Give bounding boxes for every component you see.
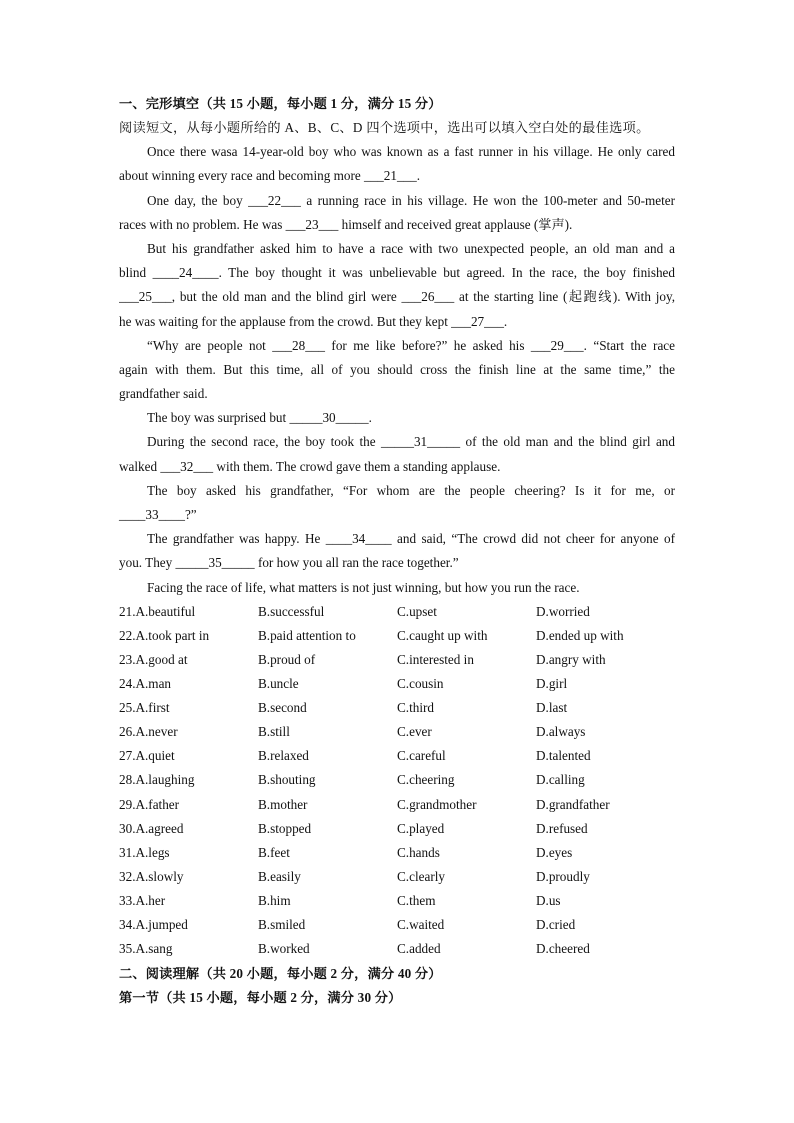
option-row (119, 793, 675, 817)
passage-line: again with them. But this time, all of you should cross the finish line at the same time,” the (119, 361, 675, 377)
cloze-passage (119, 140, 675, 600)
passage-line: The boy asked his grandfather, “For whom are the people cheering? Is it for me, or (147, 482, 675, 498)
document-page (119, 92, 675, 1010)
option-b: B.relaxed (258, 748, 309, 764)
section2-title: 二、阅读理解（共 20 小题，每小题 2 分，满分 40 分） (119, 966, 442, 982)
passage-line: “Why are people not ___28___ for me like before?” he asked his ___29___. “Start the race (147, 337, 675, 353)
section1-title: 一、完形填空（共 15 小题，每小题 1 分，满分 15 分） (119, 96, 442, 111)
option-b: B.mother (258, 796, 308, 812)
option-c: C.grandmother (397, 796, 477, 812)
option-b: B.successful (258, 603, 325, 619)
option-b: B.stopped (258, 820, 312, 836)
option-row (119, 696, 675, 720)
passage-line: One day, the boy ___22___ a running race in his village. He won the 100-meter and 50-meter (147, 192, 675, 208)
option-row (119, 913, 675, 937)
option-b: B.smiled (258, 916, 306, 932)
option-d: D.refused (536, 820, 588, 836)
passage-line: he was waiting for the applause from the crowd. But they kept ___27___. (119, 313, 508, 329)
passage-line: grandfather said. (119, 386, 208, 402)
option-d: D.worried (536, 603, 590, 619)
option-row (119, 768, 675, 792)
option-d: D.us (536, 892, 561, 908)
option-b: B.shouting (258, 772, 316, 788)
option-row (119, 648, 675, 672)
option-row (119, 672, 675, 696)
passage-line: blind ____24____. The boy thought it was unbelievable but agreed. In the race, the boy finished (119, 265, 675, 281)
option-row (119, 841, 675, 865)
option-a: 33.A.her (119, 892, 166, 908)
option-d: D.cheered (536, 941, 590, 957)
passage-line: The grandfather was happy. He ____34____ and said, “The crowd did not cheer for anyone of (147, 531, 675, 547)
option-a: 24.A.man (119, 676, 172, 692)
cloze-options (119, 600, 675, 961)
option-row (119, 744, 675, 768)
option-b: B.uncle (258, 676, 299, 692)
option-a: 32.A.slowly (119, 868, 184, 884)
option-c: C.upset (397, 603, 437, 619)
option-d: D.calling (536, 772, 585, 788)
passage-line: races with no problem. He was ___23___ himself and received great applause (掌声). (119, 216, 573, 232)
option-d: D.girl (536, 676, 568, 692)
passage-line: ___25___, but the old man and the blind girl were ___26___ at the starting line (起跑线). With joy, (119, 289, 675, 305)
option-a: 31.A.legs (119, 844, 170, 860)
option-row (119, 600, 675, 624)
option-b: B.him (258, 892, 291, 908)
option-d: D.ended up with (536, 627, 624, 643)
option-row (119, 865, 675, 889)
section1-instruction: 阅读短文，从每小题所给的 A、B、C、D 四个选项中，选出可以填入空白处的最佳选项。 (119, 120, 650, 135)
option-d: D.talented (536, 748, 591, 764)
option-a: 21.A.beautiful (119, 603, 196, 619)
option-a: 26.A.never (119, 724, 178, 740)
option-a: 25.A.first (119, 700, 170, 716)
option-d: D.angry with (536, 651, 606, 667)
option-row (119, 937, 675, 961)
option-a: 22.A.took part in (119, 627, 210, 643)
passage-line: you. They _____35_____ for how you all ran the race together.” (119, 555, 459, 571)
option-d: D.always (536, 724, 586, 740)
option-row (119, 720, 675, 744)
option-a: 27.A.quiet (119, 748, 175, 764)
option-c: C.them (397, 892, 436, 908)
passage-line: Once there wasa 14-year-old boy who was known as a fast runner in his village. He only cared (147, 144, 675, 160)
option-b: B.feet (258, 844, 290, 860)
option-c: C.ever (397, 724, 432, 740)
option-row (119, 624, 675, 648)
option-c: C.waited (397, 916, 445, 932)
passage-line: ____33____?” (119, 507, 197, 522)
option-c: C.clearly (397, 868, 445, 884)
option-c: C.added (397, 941, 441, 957)
option-b: B.easily (258, 868, 301, 884)
option-c: C.third (397, 700, 434, 716)
option-c: C.careful (397, 748, 446, 764)
passage-line: During the second race, the boy took the _____31_____ of the old man and the blind girl and (147, 434, 675, 450)
passage-line: Facing the race of life, what matters is not just winning, but how you run the race. (147, 579, 580, 595)
option-b: B.still (258, 724, 290, 740)
option-d: D.grandfather (536, 796, 610, 812)
option-a: 29.A.father (119, 796, 180, 812)
option-row (119, 817, 675, 841)
option-d: D.proudly (536, 868, 590, 884)
option-b: B.second (258, 700, 307, 716)
option-d: D.last (536, 700, 568, 716)
option-a: 35.A.sang (119, 941, 173, 957)
option-a: 34.A.jumped (119, 916, 188, 932)
passage-line: about winning every race and becoming more ___21___. (119, 168, 421, 184)
option-d: D.cried (536, 916, 576, 932)
option-c: C.cheering (397, 772, 455, 788)
option-c: C.cousin (397, 676, 444, 692)
option-b: B.worked (258, 941, 310, 957)
option-d: D.eyes (536, 844, 573, 860)
option-b: B.paid attention to (258, 627, 356, 643)
option-a: 30.A.agreed (119, 820, 184, 836)
option-c: C.played (397, 820, 445, 836)
option-a: 28.A.laughing (119, 772, 195, 788)
passage-line: But his grandfather asked him to have a race with two unexpected people, an old man and a (147, 240, 675, 256)
passage-line: The boy was surprised but _____30_____. (147, 410, 372, 426)
option-c: C.hands (397, 844, 440, 860)
option-a: 23.A.good at (119, 651, 188, 667)
passage-line: walked ___32___ with them. The crowd gave them a standing applause. (119, 458, 501, 474)
option-b: B.proud of (258, 651, 316, 667)
option-c: C.caught up with (397, 627, 488, 643)
option-row (119, 889, 675, 913)
option-c: C.interested in (397, 651, 474, 667)
section2-subtitle: 第一节（共 15 小题，每小题 2 分，满分 30 分） (119, 990, 402, 1006)
